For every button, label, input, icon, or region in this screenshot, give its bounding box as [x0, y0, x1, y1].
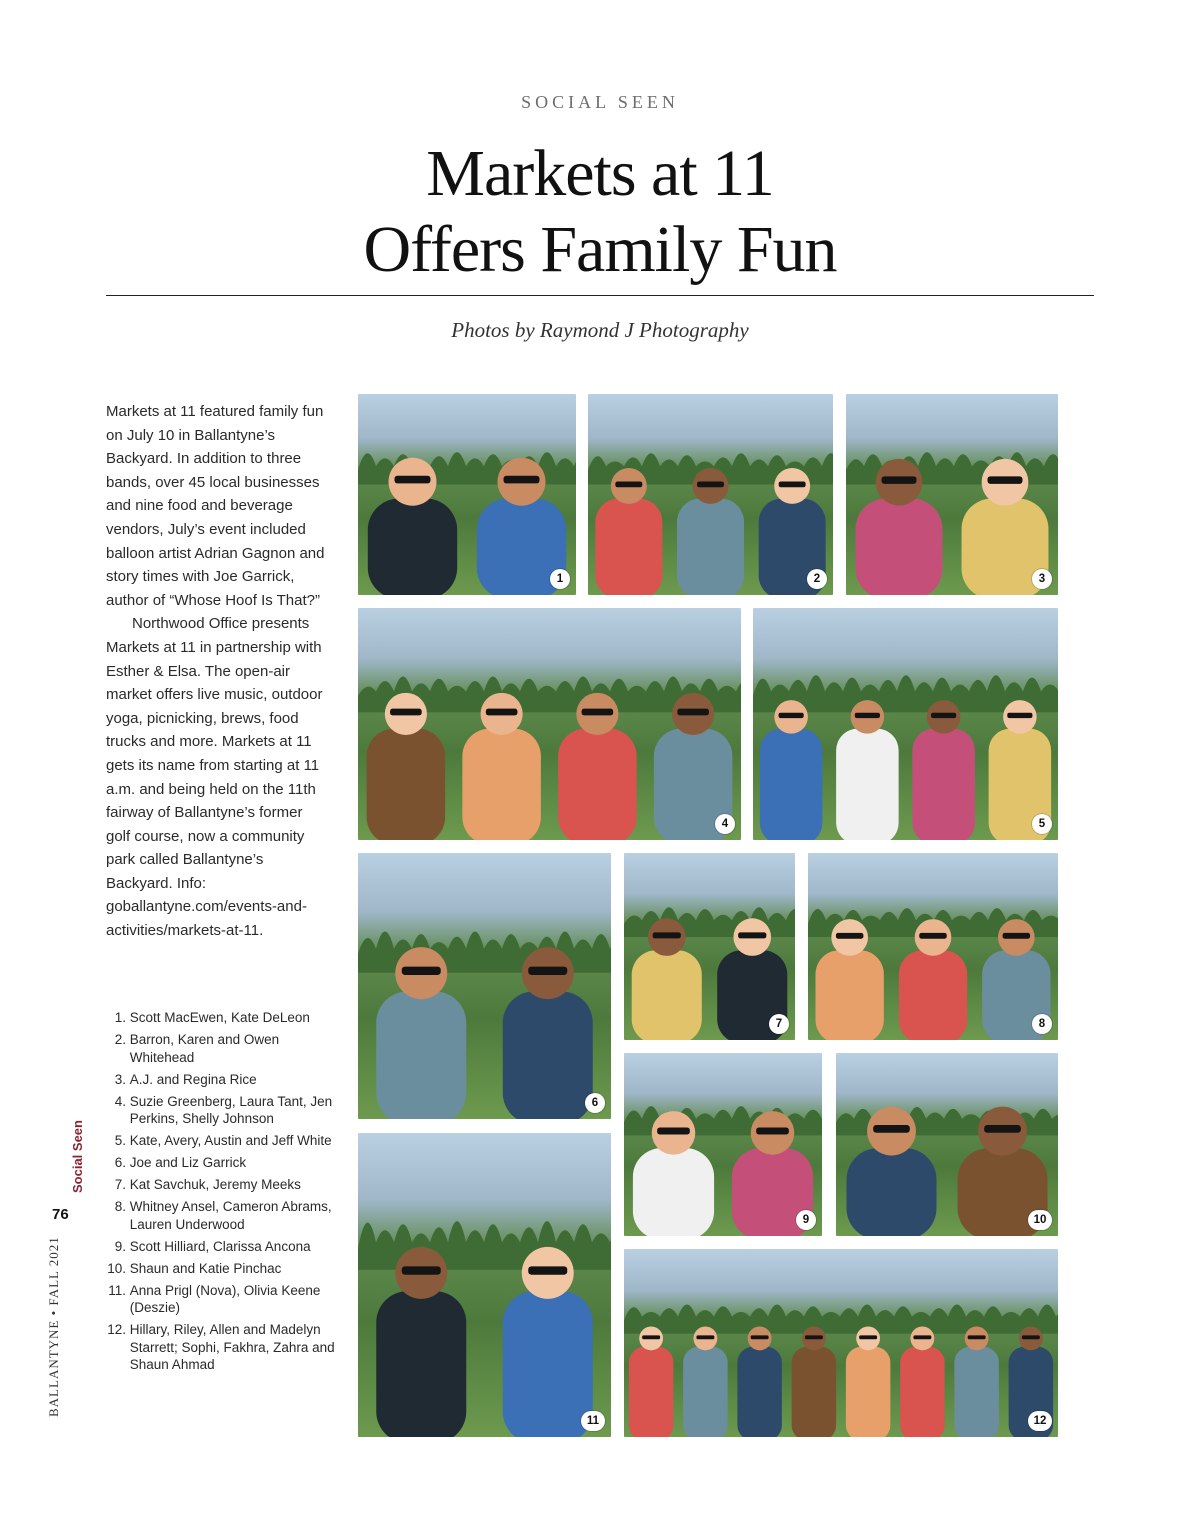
- article-title: [0, 136, 1200, 288]
- photo-illustration: [753, 608, 1058, 840]
- caption-item: 9. Scott Hilliard, Clarissa Ancona: [114, 1238, 311, 1254]
- caption-item: 12. Hillary, Riley, Allen and Madelyn Starrett; Sophi, Fakhra, Zahra and Shaun Ahmad: [107, 1322, 335, 1372]
- photo-illustration: [846, 394, 1058, 595]
- event-photo-8: [808, 853, 1058, 1040]
- caption-item: 4. Suzie Greenberg, Laura Tant, Jen Perkins, Shelly Johnson: [114, 1093, 333, 1126]
- event-photo-4: [358, 608, 741, 840]
- person-figure: [816, 919, 884, 1040]
- caption-item: 6. Joe and Liz Garrick: [114, 1155, 247, 1170]
- photo-number-badge: 5: [1032, 814, 1052, 834]
- person-figure: [912, 700, 975, 840]
- photo-illustration: [624, 853, 795, 1040]
- photo-number-badge: 8: [1032, 1014, 1052, 1034]
- person-figure: [677, 468, 744, 595]
- photo-credit: Photos by Raymond J Photography: [451, 318, 749, 342]
- event-photo-2: [588, 394, 833, 595]
- person-figure: [558, 693, 637, 840]
- person-figure: [899, 919, 967, 1040]
- photo-illustration: [836, 1053, 1058, 1236]
- photo-illustration: [624, 1053, 822, 1236]
- tree-line: [358, 1221, 611, 1270]
- caption-item: 10. Shaun and Katie Pinchac: [107, 1260, 282, 1276]
- photo-illustration: [358, 1133, 611, 1437]
- publication-folio: BALLANTYNE • FALL 2021: [46, 1236, 61, 1417]
- tree-line: [624, 1304, 1058, 1333]
- article-body: [106, 400, 328, 943]
- title-line-2: Offers Family Fun: [363, 213, 837, 286]
- photo-number-badge: 11: [581, 1411, 605, 1431]
- photo-number-badge: 10: [1028, 1210, 1052, 1230]
- photo-illustration: [808, 853, 1058, 1040]
- person-figure: [836, 700, 899, 840]
- person-figure: [376, 947, 466, 1119]
- person-figure: [737, 1326, 781, 1437]
- person-figure: [367, 693, 446, 840]
- photo-number-badge: 12: [1028, 1411, 1052, 1431]
- photo-captions: [106, 1009, 336, 1378]
- caption-item: 7. Kat Savchuk, Jeremy Meeks: [114, 1177, 301, 1192]
- event-photo-12: [624, 1249, 1058, 1437]
- photo-number-badge: 9: [796, 1210, 816, 1230]
- photo-number-badge: 1: [550, 569, 570, 589]
- photo-illustration: [358, 394, 576, 595]
- title-divider: [106, 295, 1094, 296]
- person-figure: [954, 1326, 998, 1437]
- person-figure: [900, 1326, 944, 1437]
- event-photo-11: [358, 1133, 611, 1437]
- person-figure: [595, 468, 662, 595]
- event-photo-10: [836, 1053, 1058, 1236]
- person-figure: [683, 1326, 727, 1437]
- person-figure: [462, 693, 541, 840]
- caption-item: 11. Anna Prigl (Nova), Olivia Keene (Deszie): [108, 1282, 321, 1315]
- caption-item: 1. Scott MacEwen, Kate DeLeon: [114, 1010, 310, 1025]
- tree-line: [358, 931, 611, 972]
- person-figure: [629, 1326, 673, 1437]
- photo-number-badge: 2: [807, 569, 827, 589]
- body-paragraph-2: Northwood Office presents Markets at 11 in partnership with Esther & Elsa. The open-air market offers live music, outdoor yoga, picnicking, brews, food trucks and more. Markets at 11 gets its name from starting at 11 a.m. and being held on the 11th fairway of Ballantyne’s former golf course, now a community park called Ballantyne’s Backyard. Info: goballantyne.com/events-and-activities/markets-at-11.: [106, 615, 323, 940]
- event-photo-7: [624, 853, 795, 1040]
- section-tag: Social Seen: [70, 1120, 85, 1193]
- photo-illustration: [588, 394, 833, 595]
- body-paragraph-1: Markets at 11 featured family fun on July 10 in Ballantyne’s Backyard. In addition to three bands, over 45 local businesses and nine food and beverage vendors, July’s event included balloon artist Adrian Gagnon and story times with Joe Garrick, author of “Whose Hoof Is That?”: [106, 403, 325, 609]
- title-line-1: Markets at 11: [426, 137, 774, 210]
- event-photo-9: [624, 1053, 822, 1236]
- photo-number-badge: 7: [769, 1014, 789, 1034]
- event-photo-6: [358, 853, 611, 1119]
- photo-number-badge: 6: [585, 1093, 605, 1113]
- photo-illustration: [358, 853, 611, 1119]
- caption-item: 3. A.J. and Regina Rice: [114, 1071, 257, 1087]
- event-photo-5: [753, 608, 1058, 840]
- page-number: 76: [52, 1206, 69, 1223]
- person-figure: [792, 1326, 836, 1437]
- person-figure: [503, 1247, 593, 1437]
- photo-number-badge: 3: [1032, 569, 1052, 589]
- photo-illustration: [358, 608, 741, 840]
- person-figure: [376, 1247, 466, 1437]
- photo-number-badge: 4: [715, 814, 735, 834]
- person-figure: [846, 1326, 890, 1437]
- event-photo-3: [846, 394, 1058, 595]
- photo-illustration: [624, 1249, 1058, 1437]
- caption-item: 8. Whitney Ansel, Cameron Abrams, Lauren Underwood: [114, 1199, 332, 1232]
- event-photo-1: [358, 394, 576, 595]
- person-figure: [760, 700, 823, 840]
- section-kicker: SOCIAL SEEN: [521, 92, 679, 112]
- caption-item: 2. Barron, Karen and Owen Whitehead: [114, 1032, 280, 1065]
- person-figure: [503, 947, 593, 1119]
- caption-item: 5. Kate, Avery, Austin and Jeff White: [114, 1133, 332, 1148]
